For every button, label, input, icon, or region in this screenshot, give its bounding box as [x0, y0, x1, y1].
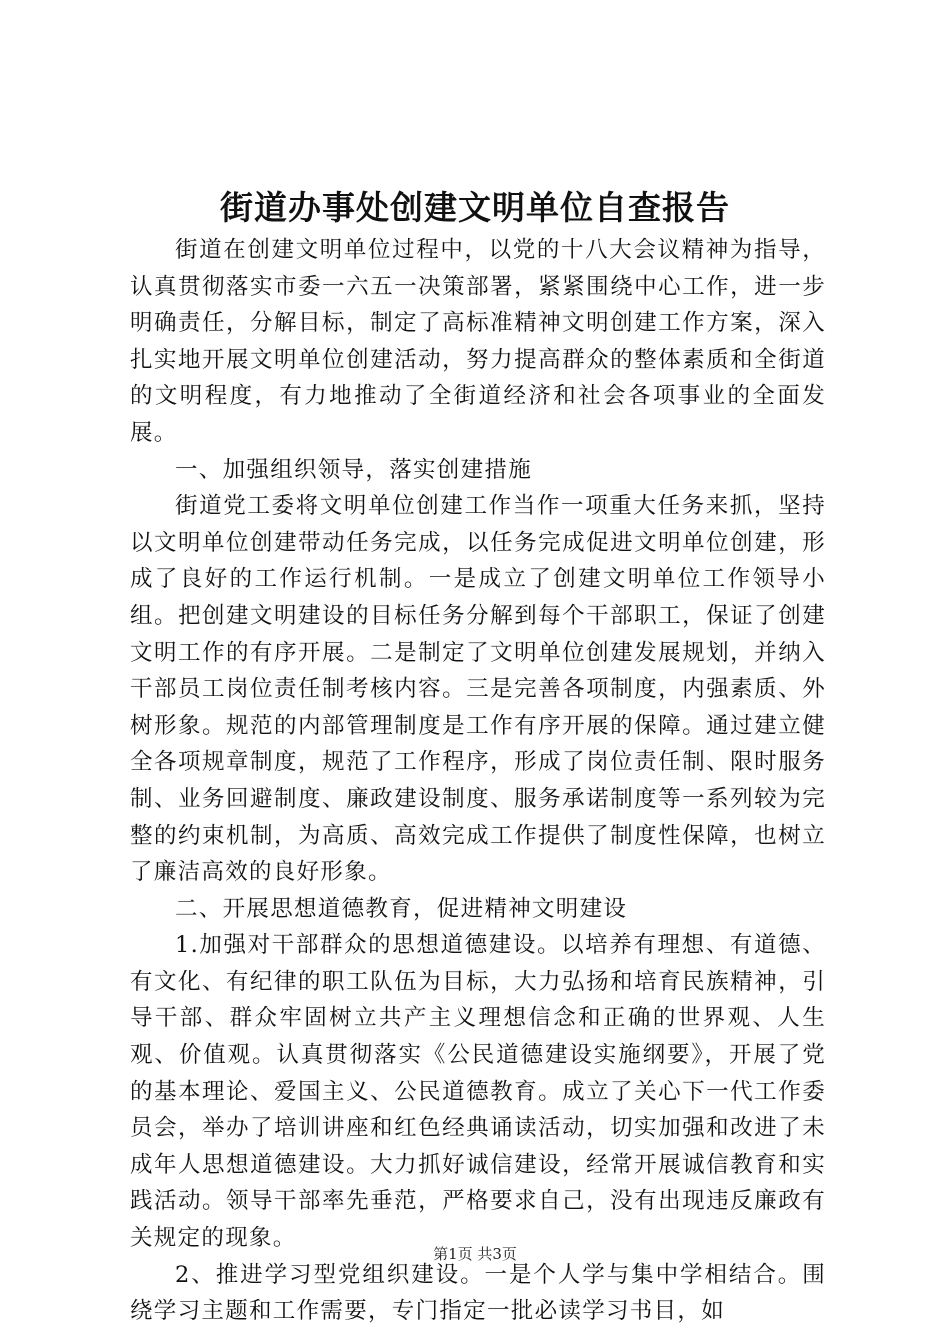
intro-paragraph: 街道在创建文明单位过程中，以党的十八大会议精神为指导，认真贯彻落实市委一六五一决策部署，紧紧围绕中心工作，进一步明确责任，分解目标，制定了高标准精神文明创建工作方案，深入扎实地开展文明单位创建活动，努力提高群众的整体素质和全街道的文明程度，有力地推动了全街道经济和社会各项事业的全面发展。	[130, 237, 826, 446]
body-paragraph: 街道党工委将文明单位创建工作当作一项重大任务来抓，坚持以文明单位创建带动任务完成，以任务完成促进文明单位创建，形成了良好的工作运行机制。一是成立了创建文明单位工作领导小组。把创建文明建设的目标任务分解到每个干部职工，保证了创建文明工作的有序开展。二是制定了文明单位创建发展规划，并纳入干部员工岗位责任制考核内容。三是完善各项制度，内强素质、外树形象。规范的内部管理制度是工作有序开展的保障。通过建立健全各项规章制度，规范了工作程序，形成了岗位责任制、限时服务制、业务回避制度、廉政建设制度、服务承诺制度等一系列较为完整的约束机制，为高质、高效完成工作提供了制度性保障，也树立了廉洁高效的良好形象。	[130, 493, 826, 886]
body-paragraph: 2、推进学习型党组织建设。一是个人学与集中学相结合。围绕学习主题和工作需要，专门指定一批必读学习书目，如	[130, 1261, 826, 1325]
section-heading-2: 二、开展思想道德教育，促进精神文明建设	[175, 895, 628, 922]
document-title: 街道办事处创建文明单位自查报告	[220, 188, 730, 227]
body-paragraph: 1.加强对干部群众的思想道德建设。以培养有理想、有道德、有文化、有纪律的职工队伍为目标，大力弘扬和培育民族精神，引导干部、群众牢固树立共产主义理想信念和正确的世界观、人生观、价值观。认真贯彻落实《公民道德建设实施纲要》，开展了党的基本理论、爱国主义、公民道德教育。成立了关心下一代工作委员会，举办了培训讲座和红色经典诵读活动，切实加强和改进了未成年人思想道德建设。大力抓好诚信建设，经常开展诚信教育和实践活动。领导干部率先垂范，严格要求自己，没有出现违反廉政有关规定的现象。	[130, 932, 826, 1252]
section-heading-1: 一、加强组织领导，落实创建措施	[175, 456, 533, 483]
page-number-footer: 第1页 共3页	[433, 1245, 517, 1263]
document-body	[130, 232, 826, 1330]
